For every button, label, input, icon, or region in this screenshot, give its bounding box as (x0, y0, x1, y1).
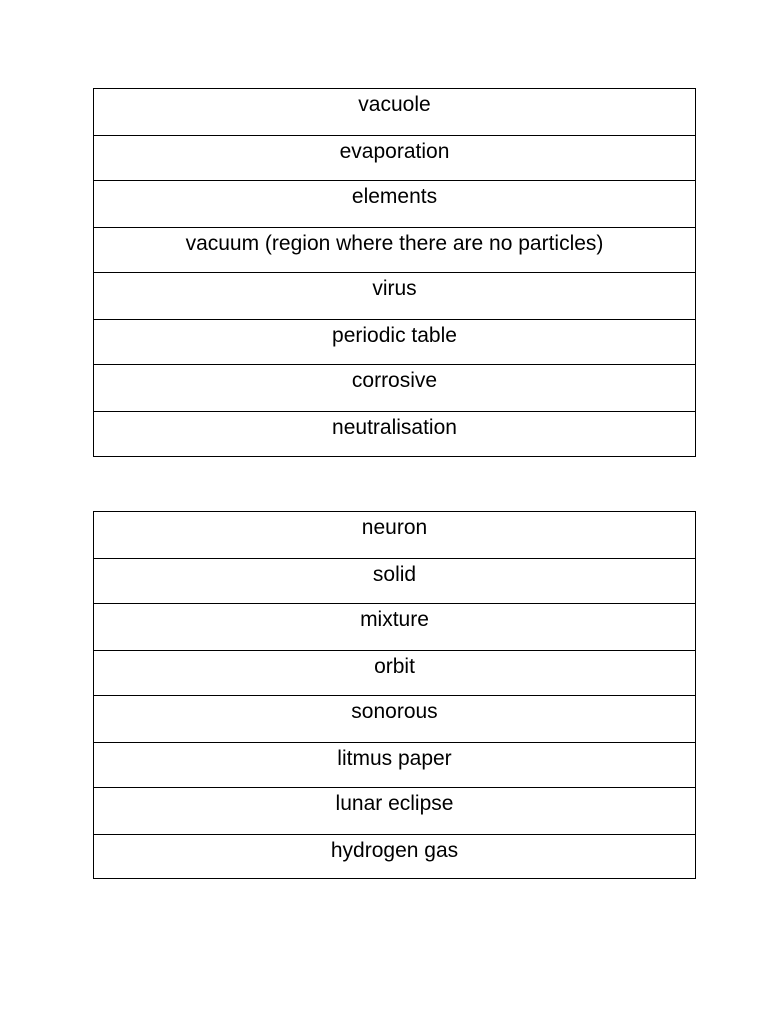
word-card-table-2 (93, 511, 696, 879)
table-row (94, 743, 696, 788)
word-cell: elements (94, 181, 696, 228)
table-row (94, 651, 696, 696)
table-row (94, 136, 696, 181)
word-cell: hydrogen gas (94, 835, 696, 879)
word-cell: litmus paper (94, 743, 696, 788)
table-row (94, 228, 696, 273)
word-cell: neutralisation (94, 412, 696, 457)
word-cell: corrosive (94, 365, 696, 412)
table-row (94, 604, 696, 651)
table-row (94, 835, 696, 879)
table-row (94, 412, 696, 457)
word-cell: orbit (94, 651, 696, 696)
table-row (94, 559, 696, 604)
table-row (94, 89, 696, 136)
word-cell: lunar eclipse (94, 788, 696, 835)
word-card-table-1 (93, 88, 696, 457)
word-cell: solid (94, 559, 696, 604)
table-row (94, 788, 696, 835)
word-cell: mixture (94, 604, 696, 651)
word-cell: sonorous (94, 696, 696, 743)
table-row (94, 365, 696, 412)
table-row (94, 320, 696, 365)
word-cell: vacuole (94, 89, 696, 136)
word-cell: vacuum (region where there are no particles) (94, 228, 696, 273)
word-cell: periodic table (94, 320, 696, 365)
table-row (94, 273, 696, 320)
word-cell: neuron (94, 512, 696, 559)
word-cell: virus (94, 273, 696, 320)
word-cell: evaporation (94, 136, 696, 181)
table-row (94, 512, 696, 559)
table-row (94, 696, 696, 743)
table-row (94, 181, 696, 228)
